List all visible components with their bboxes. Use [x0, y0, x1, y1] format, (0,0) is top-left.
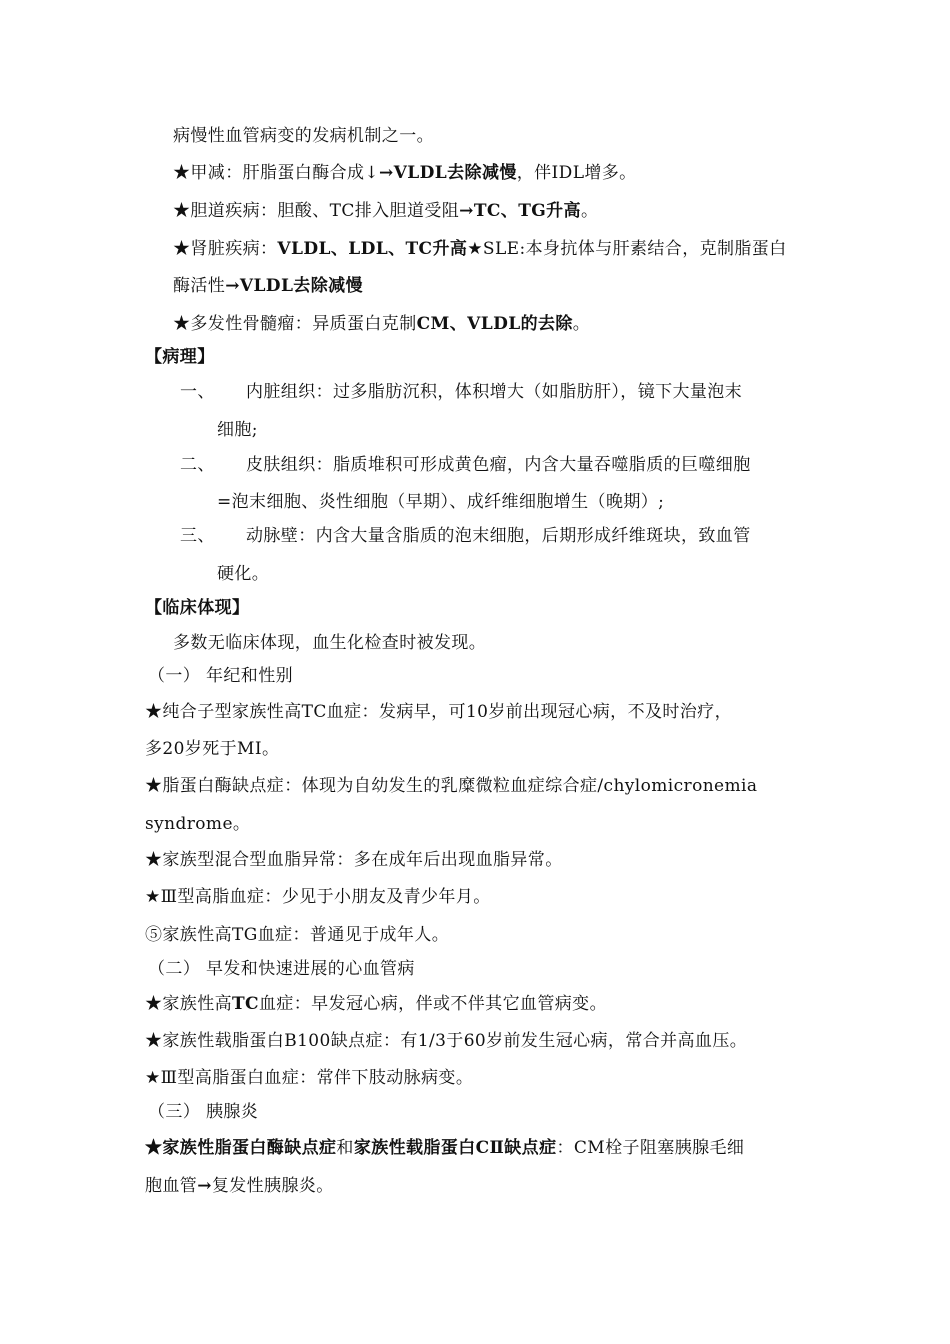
pathology-item-text-cont: 细胞; [217, 420, 258, 440]
myeloma-bold: CM、VLDL的去除 [416, 314, 573, 334]
biliary-line [173, 199, 598, 223]
lpl-deficiency-bold: 家族性脂蛋白酶缺点症 [162, 1138, 337, 1158]
list-item: ★家族型混合型血脂异常：多在成年后出现血脂异常。 [145, 850, 563, 870]
list-item: ★脂蛋白酶缺点症：体现为自幼发生的乳糜微粒血症综合症/chylomicronemia [145, 776, 758, 796]
list-item-text: 血症：早发冠心病，伴或不伴其它血管病变。 [258, 994, 607, 1014]
pathology-item-text-cont: 硬化。 [217, 564, 270, 584]
list-item-text: 胞血管 [145, 1176, 198, 1196]
hypothyroid-line [173, 161, 637, 185]
pathology-item-num: 三、 [180, 526, 215, 546]
section-title-age-sex: （一） 年纪和性别 [148, 666, 294, 686]
tc-tg-rise-bold: TC、TG升高 [473, 201, 581, 221]
tc-bold: TC [232, 994, 259, 1014]
apocii-deficiency-bold: 家族性载脂蛋白CⅡ缺点症 [353, 1138, 557, 1158]
arrow-right-icon: → [459, 201, 474, 221]
list-item: ★纯合子型家族性高TC血症：发病早，可10岁前出现冠心病，不及时治疗， [145, 702, 732, 722]
list-item-cont: syndrome。 [145, 814, 251, 834]
sle-line-2 [173, 274, 363, 298]
arrow-right-icon: → [225, 276, 240, 296]
pathology-item-text: 动脉壁：内含大量含脂质的泡末细胞，后期形成纤维斑块，致血管 [246, 526, 751, 546]
myeloma-text: ★多发性骨髓瘤：异质蛋白克制 [173, 314, 417, 334]
list-item [145, 992, 607, 1016]
pathology-heading: 【病理】 [145, 347, 215, 367]
sle-bold: VLDL去除减慢 [239, 276, 363, 296]
list-item-text: ：CM栓子阻塞胰腺毛细 [556, 1138, 745, 1158]
myeloma-tail: 。 [572, 314, 591, 334]
list-item: ★家族性载脂蛋白B100缺点症：有1/3于60岁前发生冠心病，常合并高血压。 [145, 1031, 748, 1051]
list-item: ★Ⅲ型高脂血症：少见于小朋友及青少年月。 [145, 887, 491, 907]
clinical-intro: 多数无临床体现，血生化检查时被发现。 [173, 633, 487, 653]
list-item-text: ★家族性高 [145, 994, 232, 1014]
arrow-right-icon: → [379, 163, 394, 183]
section-title-cardiovascular: （二） 早发和快速进展的心血管病 [148, 959, 415, 979]
arrow-right-icon: → [197, 1176, 212, 1196]
conjunction: 和 [336, 1138, 354, 1158]
pathology-item-num: 二、 [180, 455, 215, 475]
list-item: ★Ⅲ型高脂蛋白血症：常伴下肢动脉病变。 [145, 1068, 474, 1088]
clinical-heading: 【临床体现】 [145, 598, 250, 618]
biliary-tail: 。 [580, 201, 599, 221]
pathology-item-text: 内脏组织：过多脂肪沉积，体积增大（如脂肪肝），镜下大量泡末 [246, 382, 743, 402]
pathology-item-num: 一、 [180, 382, 215, 402]
star-icon: ★ [145, 1138, 163, 1158]
hypothyroid-tail: ，伴IDL增多。 [516, 163, 637, 183]
intro-line: 病慢性血管病变的发病机制之一。 [173, 126, 434, 146]
pathology-item-text-cont: =泡末细胞、炎性细胞（早期）、成纤维细胞增生（晚期）; [217, 492, 665, 512]
kidney-bold: VLDL、LDL、TC升高 [277, 239, 468, 259]
kidney-text: ★肾脏疾病： [173, 239, 278, 259]
section-title-pancreatitis: （三） 胰腺炎 [148, 1102, 259, 1122]
list-item-cont: 多20岁死于MI。 [145, 739, 280, 759]
sle-text: ★SLE:本身抗体与肝素结合，克制脂蛋白 [467, 239, 787, 259]
hypothyroid-text: ★甲减：肝脂蛋白酶合成↓ [173, 163, 380, 183]
kidney-line [173, 237, 787, 261]
pathology-item-text: 皮肤组织：脂质堆积可形成黄色瘤，内含大量吞噬脂质的巨噬细胞 [246, 455, 751, 475]
list-item [145, 1136, 744, 1160]
list-item: ⑤家族性高TG血症：普通见于成年人。 [145, 925, 450, 945]
vldl-clearance-bold: VLDL去除减慢 [393, 163, 517, 183]
sle-text-2: 酶活性 [173, 276, 226, 296]
myeloma-line [173, 312, 590, 336]
biliary-text: ★胆道疾病：胆酸、TC排入胆道受阻 [173, 201, 460, 221]
list-item-text: 复发性胰腺炎。 [211, 1176, 334, 1196]
list-item-cont [145, 1174, 334, 1198]
